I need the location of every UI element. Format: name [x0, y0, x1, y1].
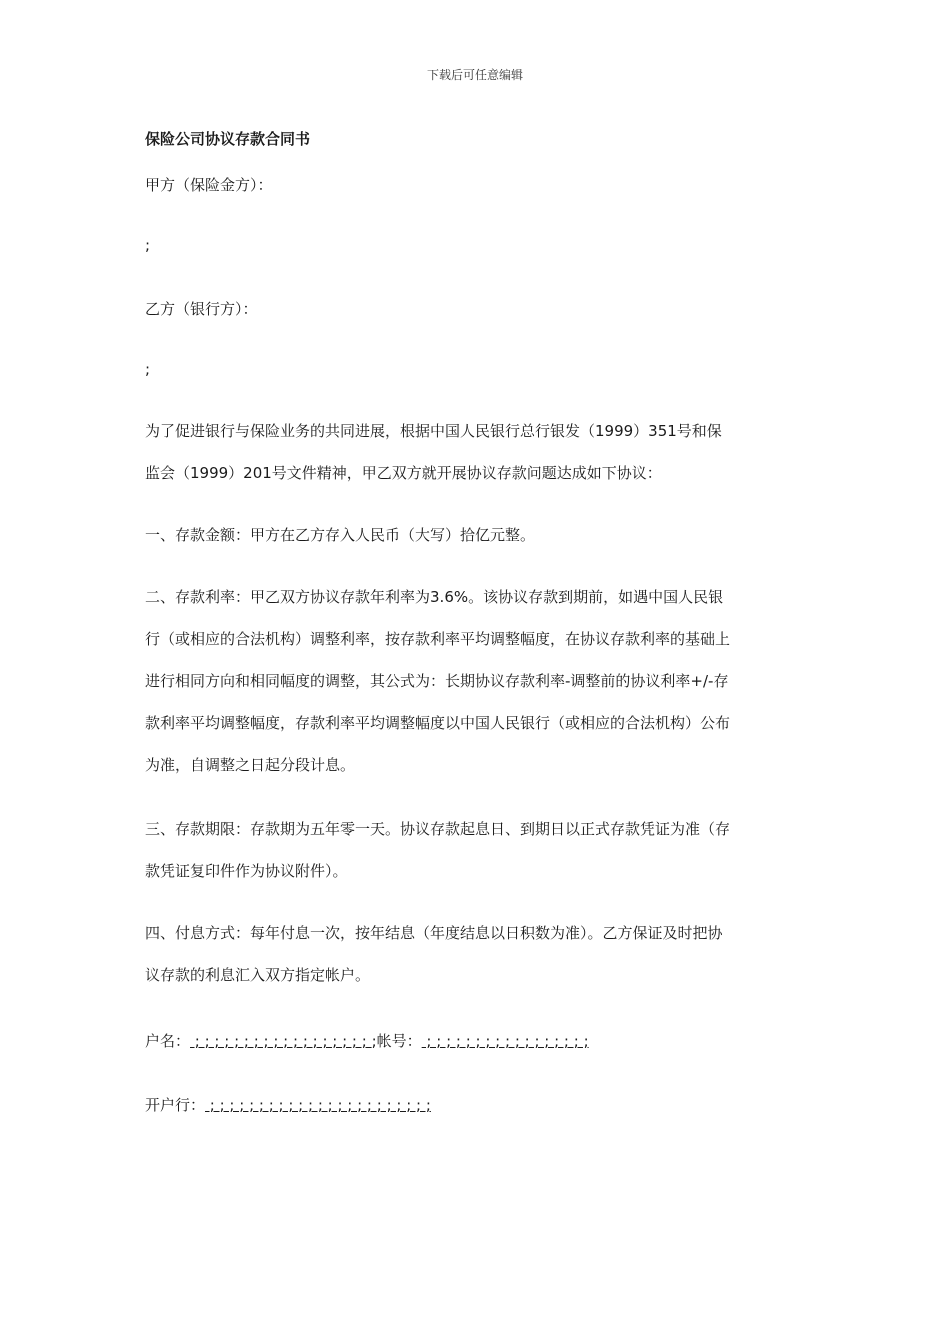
clause-3	[145, 808, 805, 892]
intro-line-1: 为了促进银行与保险业务的共同进展，根据中国人民银行总行银发（1999）351号和保	[145, 422, 722, 440]
party-a-label: 甲方（保险金方）：	[145, 176, 273, 194]
clause-3-line-1: 三、存款期限：存款期为五年零一天。协议存款起息日、到期日以正式存款凭证为准（存	[145, 820, 731, 838]
clause-4-line-1: 四、付息方式：每年付息一次，按年结息（年度结息以日积数为准）。乙方保证及时把协	[145, 924, 723, 942]
party-b-label: 乙方（银行方）：	[145, 300, 258, 318]
clause-2-line-3: 进行相同方向和相同幅度的调整，其公式为：长期协议存款利率-调整前的协议利率+/-存	[145, 672, 729, 690]
clause-3-line-2: 款凭证复印件作为协议附件）。	[145, 862, 348, 880]
account-number-value: ; ; ; ; ; ; ; ; ; ; ; ; ; ; ; ; ;	[421, 1032, 589, 1050]
bank-value: ; ; ; ; ; ; ; ; ; ; ; ; ; ; ; ; ; ; ; ; ; ; ;	[205, 1096, 431, 1114]
header-note: 下载后可任意编辑	[426, 68, 523, 82]
clause-1-line-1: 一、存款金额：甲方在乙方存入人民币（大写）拾亿元整。	[145, 526, 536, 544]
clause-2-line-5: 为准，自调整之日起分段计息。	[145, 756, 356, 774]
account-line	[145, 1030, 589, 1051]
clause-2	[145, 576, 805, 786]
document-title: 保险公司协议存款合同书	[145, 130, 311, 148]
bank-label: 开户行：	[145, 1096, 206, 1114]
bank-line	[145, 1094, 431, 1115]
clause-4-line-2: 议存款的利息汇入双方指定帐户。	[145, 966, 371, 984]
account-name-label: 户名：	[145, 1032, 191, 1050]
party-b-value: ;	[145, 360, 151, 378]
party-a-value: ;	[145, 236, 151, 254]
account-separator: ;	[371, 1032, 377, 1050]
clause-2-line-1: 二、存款利率：甲乙双方协议存款年利率为3.6%。该协议存款到期前，如遇中国人民银	[145, 588, 724, 606]
intro-line-2: 监会（1999）201号文件精神，甲乙双方就开展协议存款问题达成如下协议：	[145, 464, 662, 482]
clause-4	[145, 912, 805, 996]
intro-paragraph	[145, 410, 805, 494]
clause-2-line-2: 行（或相应的合法机构）调整利率，按存款利率平均调整幅度，在协议存款利率的基础上	[145, 630, 731, 648]
account-name-value: ; ; ; ; ; ; ; ; ; ; ; ; ; ; ; ; ; ;	[190, 1032, 372, 1050]
clause-1	[145, 514, 805, 556]
clause-2-line-4: 款利率平均调整幅度，存款利率平均调整幅度以中国人民银行（或相应的合法机构）公布	[145, 714, 731, 732]
account-number-label: 帐号：	[376, 1032, 422, 1050]
